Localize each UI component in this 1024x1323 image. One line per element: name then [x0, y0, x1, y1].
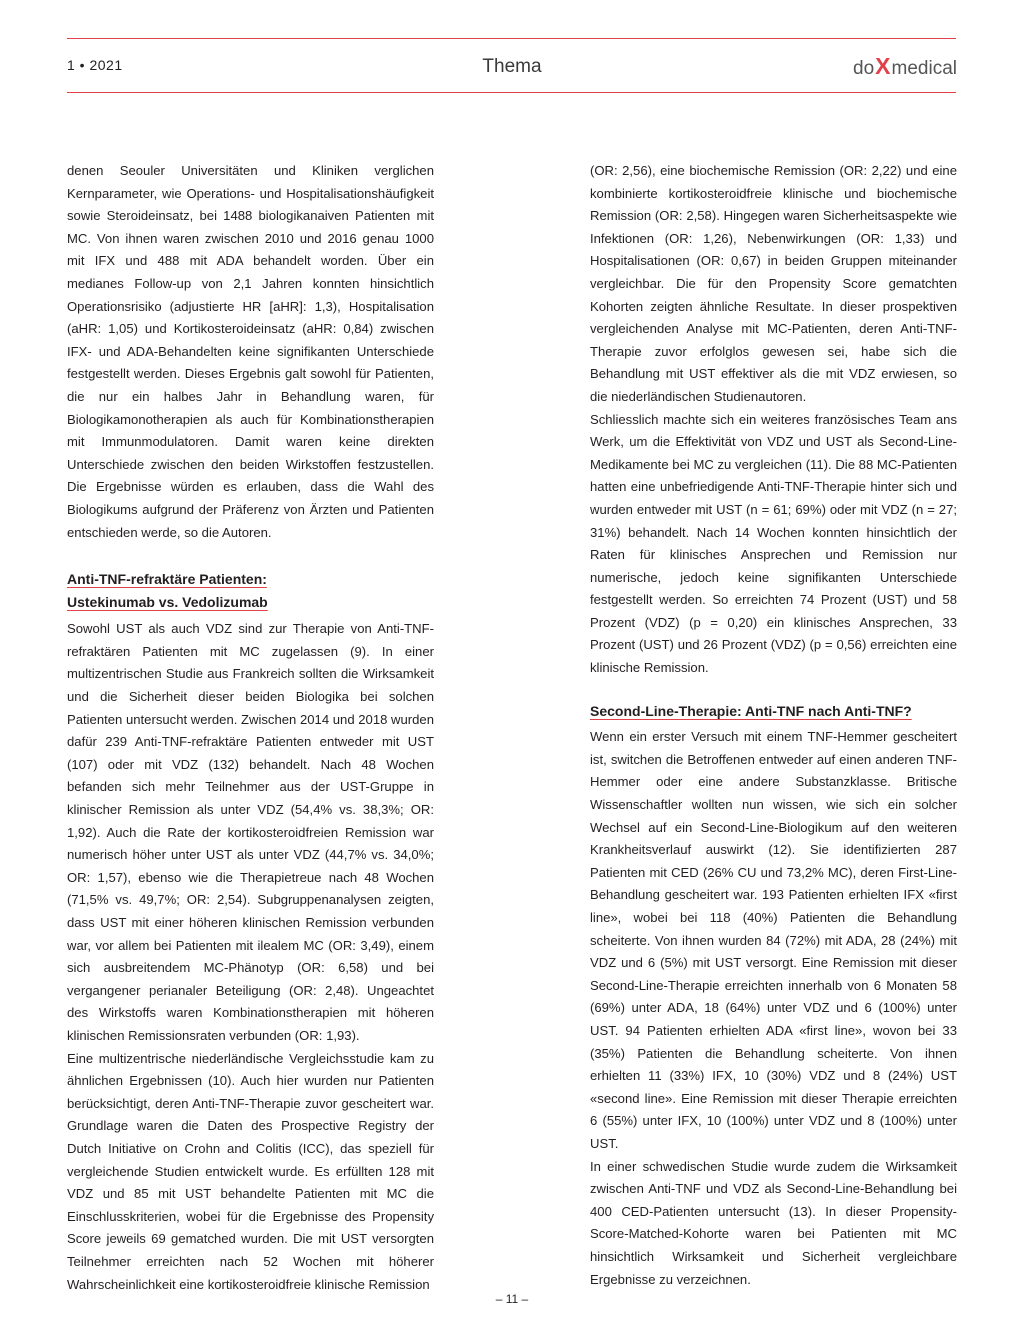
- right-column: [590, 160, 957, 1291]
- section-heading: [67, 568, 434, 613]
- paragraph: Wenn ein erster Versuch mit einem TNF-Hemmer gescheitert ist, switchen die Betroffenen entweder auf einen anderen TNF-Hemmer oder eine andere Substanzklasse. Britische Wissenschaftler wollten nun wissen, wie sich ein solcher Wechsel auf ein Second-Line-Biologikum auf den weiteren Krankheitsverlauf auswirkt (12). Sie identifizierten 287 Patienten mit CED (26% CU und 73,2% MC), deren First-Line-Behandlung gescheitert war. 193 Patienten erhielten IFX «first line», wobei bei 118 (40%) Patienten die Behandlung scheiterte. Von ihnen wurden 84 (72%) mit ADA, 28 (24%) mit VDZ und 6 (5%) mit UST versorgt. Eine Remission mit dieser Second-Line-Therapie erreichten innerhalb von 6 Monaten 58 (69%) unter ADA, 18 (64%) unter VDZ und 6 (100%) unter UST. 94 Patienten erhielten ADA «first line», wovon bei 33 (35%) Patienten die Behandlung scheiterte. Von ihnen erhielten 11 (33%) IFX, 10 (30%) VDZ und 8 (24%) UST «second line». Eine Remission mit dieser Therapie erreichten 6 (55%) unter IFX, 10 (100%) unter VDZ und 8 (100%) unter UST.: [590, 729, 957, 1151]
- issue-number: 1 • 2021: [67, 57, 123, 73]
- page-number: – 11 –: [495, 1292, 529, 1306]
- paragraph: Schliesslich machte sich ein weiteres französisches Team ans Werk, um die Effektivität von VDZ und UST als Second-Line-Medikamente bei MC zu vergleichen (11). Die 88 MC-Patienten hatten eine unbefriedigende Anti-TNF-Therapie hinter sich und wurden entweder mit UST (n = 61; 69%) oder mit VDZ (n = 27; 31%) behandelt. Nach 14 Wochen konnten hinsichtlich der Raten für klinisches Ansprechen und Remission nur numerische, jedoch keine signifikanten Unterschiede festgestellt werden. So erreichten 74 Prozent (UST) und 58 Prozent (VDZ) (p = 0,20) ein klinisches Ansprechen, 33 Prozent (UST) und 26 Prozent (VDZ) (p = 0,56) erreichten eine klinische Remission.: [590, 411, 957, 676]
- spacer: [590, 680, 957, 700]
- logo-prefix: do: [853, 58, 875, 79]
- spacer: [67, 544, 434, 568]
- header-bottom-rule: [67, 92, 956, 93]
- section-heading-line: Ustekinumab vs. Vedolizumab: [67, 593, 268, 610]
- section-heading: Second-Line-Therapie: Anti-TNF nach Anti-TNF?: [590, 702, 912, 719]
- paragraph: (OR: 2,56), eine biochemische Remission (OR: 2,22) und eine kombinierte kortikosteroidfreie klinische und biochemische Remission (OR: 2,58). Hingegen waren Sicherheitsaspekte wie Infektionen (OR: 1,26), Nebenwirkungen (OR: 1,33) und Hospitalisationen (OR: 0,67) in beiden Gruppen miteinander vergleichbar. Die für den Propensity Score gematchten Kohorten zeigten ähnliche Resultate. In dieser prospektiven vergleichenden Analyse mit MC-Patienten, deren Anti-TNF-Therapie zuvor erfolglos gewesen sei, habe sich die Behandlung mit UST effektiver als die mit VDZ erwiesen, so die niederländischen Studienautoren.: [590, 163, 957, 404]
- left-column: [67, 160, 434, 1296]
- publisher-logo: [853, 53, 957, 80]
- header-top-rule: [67, 38, 956, 39]
- section-heading-line: Anti-TNF-refraktäre Patienten:: [67, 571, 267, 588]
- section-title: Thema: [482, 56, 542, 77]
- logo-suffix: medical: [891, 58, 957, 79]
- paragraph: Eine multizentrische niederländische Vergleichsstudie kam zu ähnlichen Ergebnissen (10). Auch hier wurden nur Patienten berücksichtigt, deren Anti-TNF-Therapie zuvor gescheitert war. Grundlage waren die Daten des Prospective Registry der Dutch Initiative on Crohn and Colitis (ICC), das speziell für vergleichende Studien entwickelt wurde. Es erfüllten 128 mit VDZ und 85 mit UST behandelte Patienten mit MC die Einschlusskriterien, wobei für die Ergebnisse des Propensity Score jeweils 69 gematched wurden. Die mit UST versorgten Teilnehmer erreichten nach 52 Wochen mit höherer Wahrscheinlichkeit eine kortikosteroidfreie klinische Remission: [67, 1050, 434, 1292]
- paragraph: Sowohl UST als auch VDZ sind zur Therapie von Anti-TNF-refraktären Patienten mit MC zugelassen (9). In einer multizentrischen Studie aus Frankreich sollten die Wirksamkeit und die Sicherheit dieser beiden Biologika bei solchen Patienten untersucht werden. Zwischen 2014 und 2018 wurden dafür 239 Anti-TNF-refraktäre Patienten entweder mit UST (107) oder mit VDZ (132) behandelt. Nach 48 Wochen befanden sich mehr Teilnehmer aus der UST-Gruppe in klinischer Remission als unter VDZ (54,4% vs. 38,3%; OR: 1,92). Auch die Rate der kortikosteroidfreien Remission war numerisch höher unter UST als unter VDZ (44,7% vs. 34,0%; OR: 1,57), ebenso wie die Therapietreue nach 48 Wochen (71,5% vs. 49,7%; OR: 2,54). Subgruppenanalysen zeigten, dass UST mit einer höheren klinischen Remission verbunden war, vor allem bei Patienten mit ilealem MC (OR: 3,49), einem sich ausbreitendem MC-Phänotyp (OR: 6,58) und bei vergangener perianaler Beteiligung (OR: 2,48). Ungeachtet des Wirkstoffs waren Kombinationstherapien mit höheren klinischen Remissionsraten verbunden (OR: 1,93).: [67, 621, 434, 1043]
- paragraph: denen Seouler Universitäten und Kliniken verglichen Kernparameter, wie Operations- und Hospitalisationshäufigkeit sowie Steroideinsatz, bei 1488 biologikanaiven Patienten mit MC. Von ihnen waren zwischen 2010 und 2016 genau 1000 mit IFX und 488 mit ADA behandelt worden. Über ein medianes Follow-up von 2,1 Jahren konnten hinsichtlich Operationsrisiko (adjustierte HR [aHR]: 1,3), Hospitalisation (aHR: 1,05) und Kortikosteroideinsatz (aHR: 0,84) zwischen IFX- und ADA-Behandelten keine signifikanten Unterschiede festgestellt werden. Dieses Ergebnis galt sowohl für Patienten, die nur ein halbes Jahr in Behandlung waren, für Biologikamonotherapien als auch für Kombinationstherapien mit Immunmodulatoren. Damit waren keine direkten Unterschiede zwischen den beiden Wirkstoffen festzustellen. Die Ergebnisse würden es erlauben, dass die Wahl des Biologikums aufgrund der Präferenz von Ärzten und Patienten entschieden werde, so die Autoren.: [67, 163, 434, 540]
- logo-mark: X: [875, 53, 891, 79]
- paragraph: In einer schwedischen Studie wurde zudem die Wirksamkeit zwischen Anti-TNF und VDZ als Second-Line-Behandlung bei 400 CED-Patienten untersucht (13). In dieser Propensity-Score-Matched-Kohorte waren bei Patienten mit MC hinsichtlich Wirksamkeit und Sicherheit vergleichbare Ergebnisse zu verzeichnen.: [590, 1158, 957, 1287]
